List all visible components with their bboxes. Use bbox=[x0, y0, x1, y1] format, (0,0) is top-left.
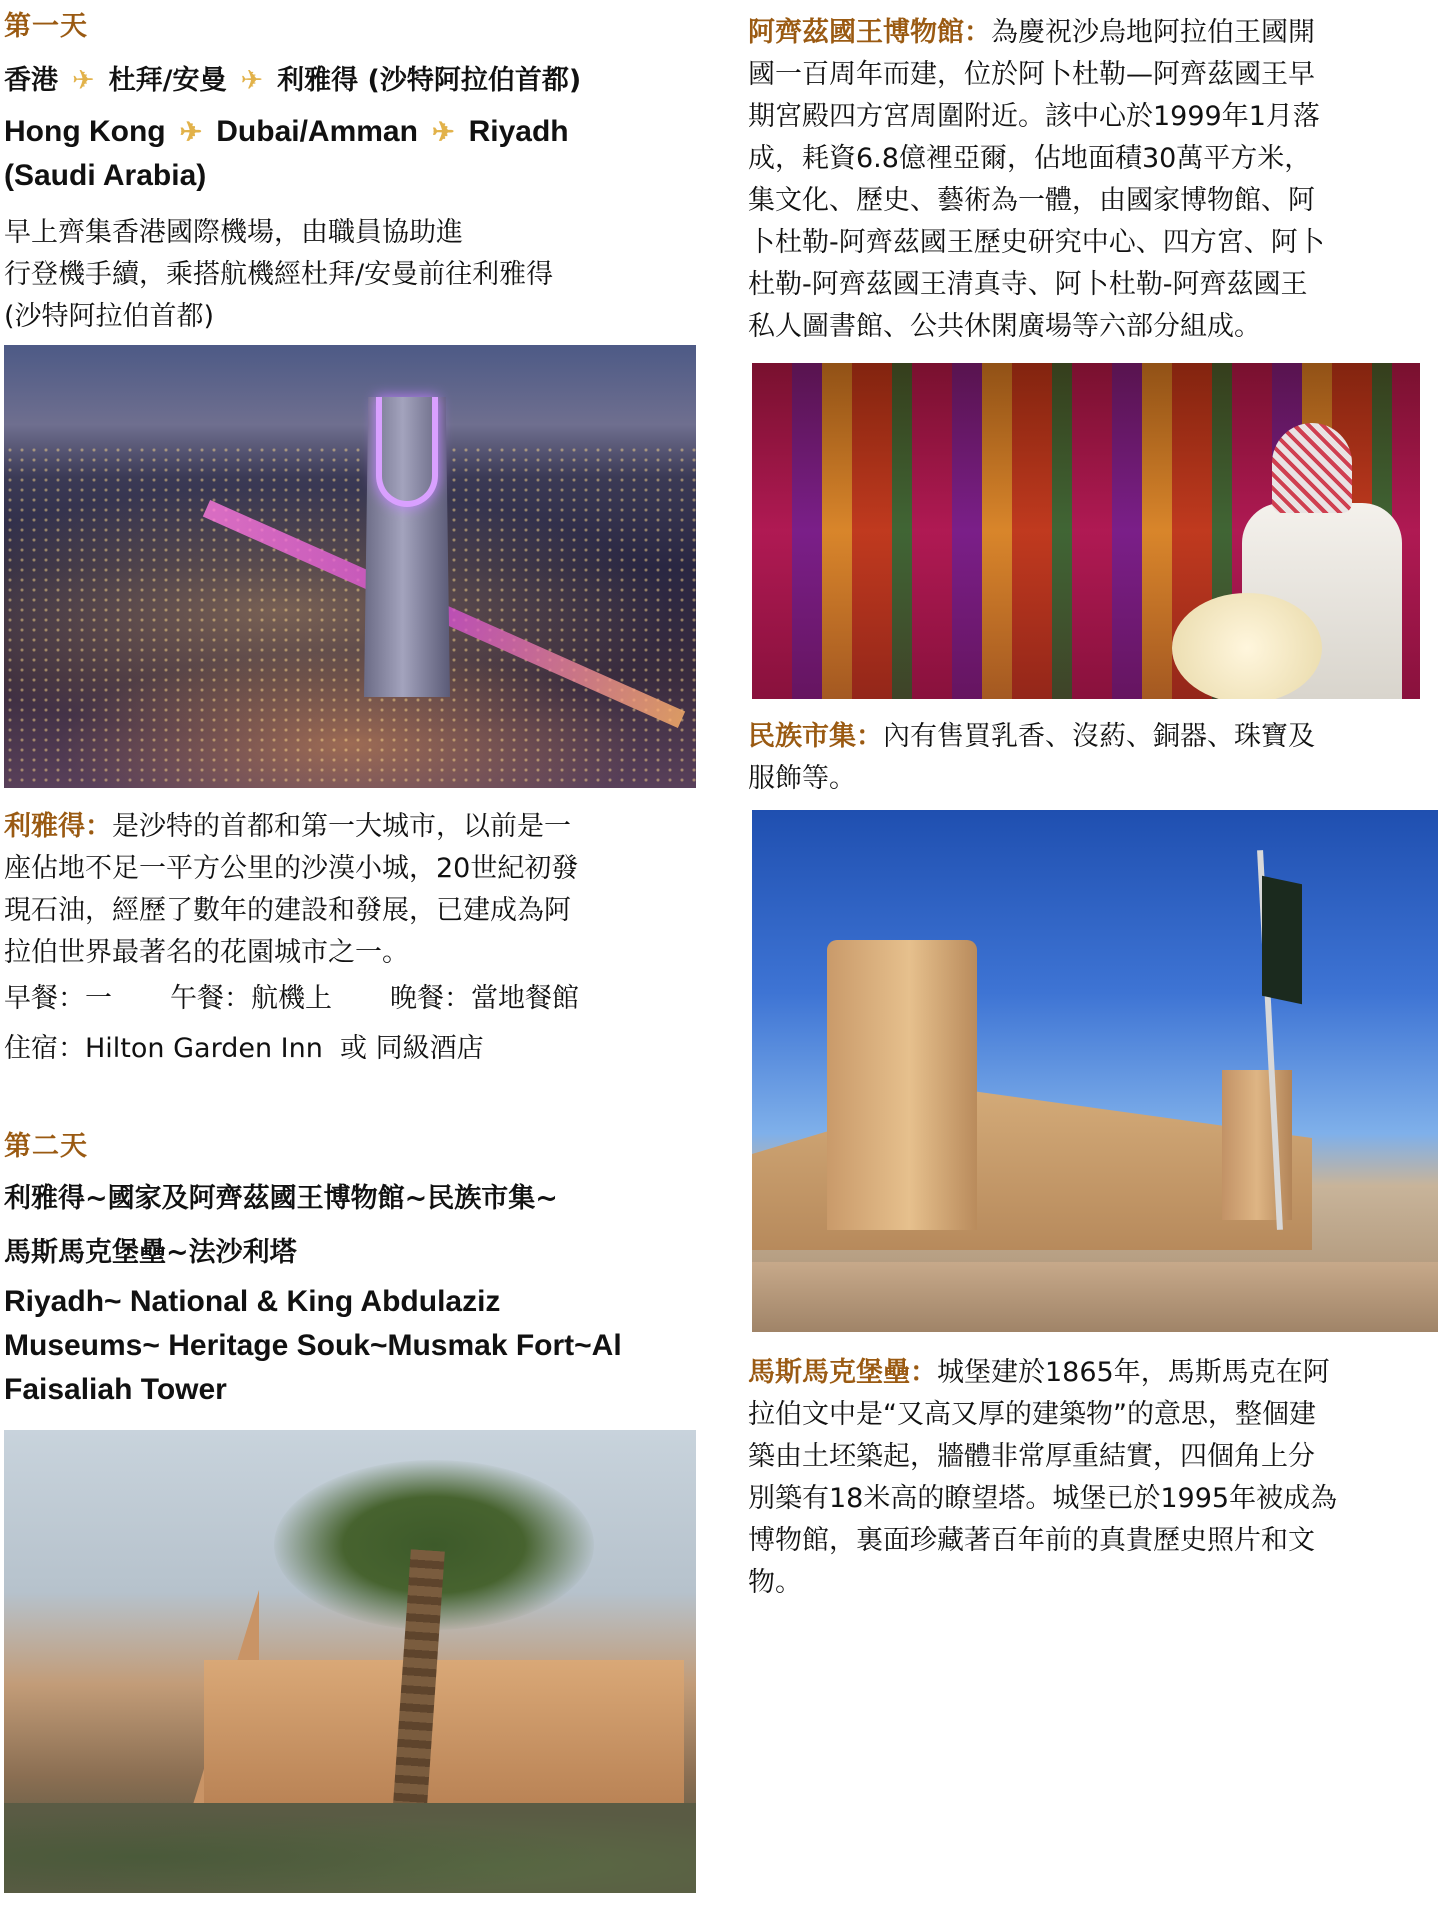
text-line: 期宮殿四方宮周圍附近。該中心於1999年1月落 bbox=[748, 101, 1320, 132]
meal-dinner: 晚餐：當地餐館 bbox=[390, 983, 579, 1014]
meals-line bbox=[4, 976, 637, 1015]
museum-lead: 阿齊茲國王博物館： bbox=[748, 17, 991, 48]
route-stop: 香港 bbox=[4, 65, 58, 96]
text-line: 為慶祝沙烏地阿拉伯王國開 bbox=[991, 17, 1315, 48]
museum-description bbox=[748, 12, 1438, 348]
text-line: 國一百周年而建，位於阿卜杜勒—阿齊茲國王早 bbox=[748, 59, 1315, 90]
souk-photo bbox=[752, 363, 1420, 699]
plane-icon: ✈ bbox=[240, 65, 264, 96]
plane-icon: ✈ bbox=[72, 65, 95, 96]
text-line: 行登機手續，乘搭航機經杜拜/安曼前往利雅得 bbox=[4, 259, 554, 290]
text-line: 城堡建於1865年，馬斯馬克在阿 bbox=[937, 1357, 1330, 1388]
day1-intro bbox=[4, 212, 694, 338]
plane-icon: ✈ bbox=[431, 117, 455, 147]
souk-description bbox=[748, 716, 1438, 800]
day2-label: 第二天 bbox=[4, 1131, 88, 1162]
text-line: 現石油，經歷了數年的建設和發展，已建成為阿 bbox=[4, 895, 571, 926]
meal-breakfast: 早餐：一 bbox=[4, 983, 112, 1014]
text-line: 別築有18米高的瞭望塔。城堡已於1995年被成為 bbox=[748, 1483, 1338, 1514]
route-country: (Saudi Arabia) bbox=[4, 159, 207, 192]
day2-route-en bbox=[4, 1280, 694, 1412]
text-line: 早上齊集香港國際機場，由職員協助進 bbox=[4, 217, 463, 248]
text-line: 集文化、歷史、藝術為一體，由國家博物館、阿 bbox=[748, 185, 1315, 216]
text-line: 拉伯文中是“又高又厚的建築物”的意思，整個建 bbox=[748, 1399, 1316, 1430]
riyadh-lead: 利雅得： bbox=[4, 811, 112, 842]
text-line: 拉伯世界最著名的花園城市之一。 bbox=[4, 937, 409, 968]
text-line: 座佔地不足一平方公里的沙漠小城，20世紀初發 bbox=[4, 853, 579, 884]
route-stop: Dubai/Amman bbox=[216, 115, 418, 148]
souk-lead: 民族市集： bbox=[748, 721, 883, 752]
hotel-line: 住宿：Hilton Garden Inn 或 同級酒店 bbox=[4, 1033, 484, 1064]
text-line: 成，耗資6.8億裡亞爾，佔地面積30萬平方米， bbox=[748, 143, 1312, 174]
route-stop: 利雅得 (沙特阿拉伯首都) bbox=[277, 65, 582, 96]
day2-route-cn-line2: 馬斯馬克堡壘~法沙利塔 bbox=[4, 1237, 297, 1268]
day2-route-cn-line1: 利雅得~國家及阿齊茲國王博物館~民族市集~ bbox=[4, 1183, 558, 1214]
text-line: 私人圖書館、公共休閑廣場等六部分組成。 bbox=[748, 311, 1261, 342]
text-line: 物。 bbox=[748, 1567, 802, 1598]
meal-lunch: 午餐：航機上 bbox=[170, 983, 332, 1014]
text-line: 是沙特的首都和第一大城市，以前是一 bbox=[112, 811, 571, 842]
text-line: Museums~ Heritage Souk~Musmak Fort~Al bbox=[4, 1329, 622, 1362]
plane-icon: ✈ bbox=[179, 117, 203, 147]
text-line: 博物館，裏面珍藏著百年前的真貴歷史照片和文 bbox=[748, 1525, 1315, 1556]
route-stop: 杜拜/安曼 bbox=[108, 65, 227, 96]
day1-label: 第一天 bbox=[4, 11, 88, 42]
text-line: 內有售買乳香、沒葯、銅器、珠寶及 bbox=[883, 721, 1315, 752]
fort-description bbox=[748, 1352, 1438, 1604]
text-line: Riyadh~ National & King Abdulaziz bbox=[4, 1285, 501, 1318]
text-line: 杜勒-阿齊茲國王清真寺、阿卜杜勒-阿齊茲國王 bbox=[748, 269, 1308, 300]
text-line: 築由土坯築起，牆體非常厚重結實，四個角上分 bbox=[748, 1441, 1315, 1472]
route-stop: Riyadh bbox=[468, 115, 569, 148]
national-museum-photo bbox=[4, 1430, 696, 1893]
route-stop: Hong Kong bbox=[4, 115, 166, 148]
riyadh-description bbox=[4, 806, 694, 974]
musmak-fort-photo bbox=[752, 810, 1438, 1332]
text-line: Faisaliah Tower bbox=[4, 1373, 227, 1406]
text-line: 服飾等。 bbox=[748, 763, 856, 794]
day1-route-cn bbox=[4, 58, 581, 97]
day1-route-en bbox=[4, 110, 694, 198]
text-line: 卜杜勒-阿齊茲國王歷史研究中心、四方宮、阿卜 bbox=[748, 227, 1325, 258]
riyadh-skyline-photo bbox=[4, 345, 696, 788]
fort-lead: 馬斯馬克堡壘： bbox=[748, 1357, 937, 1388]
text-line: (沙特阿拉伯首都) bbox=[4, 301, 215, 332]
